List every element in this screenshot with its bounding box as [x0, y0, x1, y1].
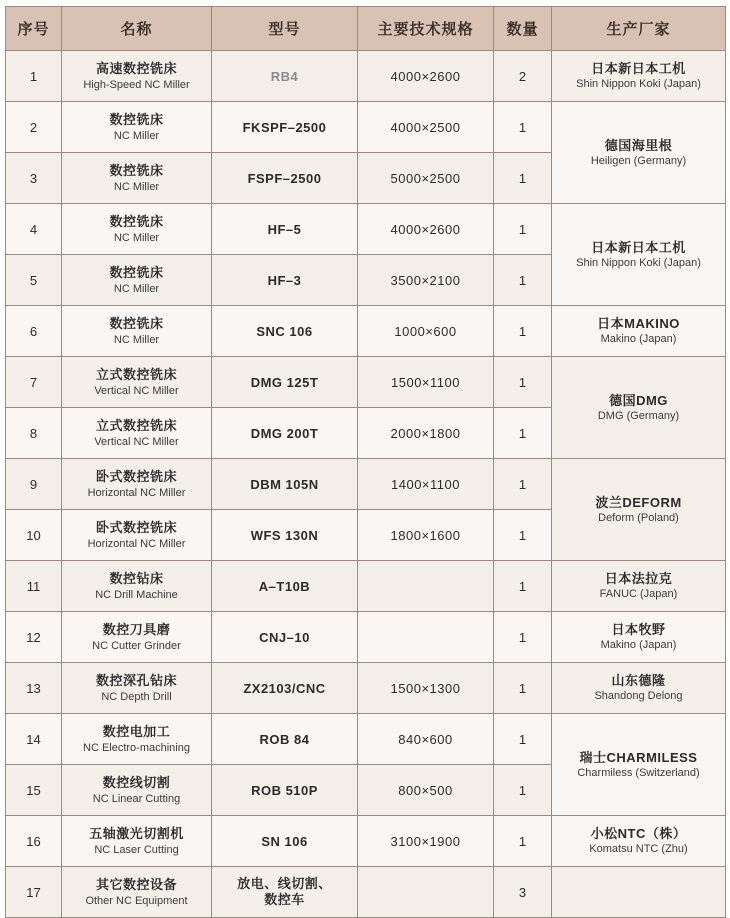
maker-cn: 日本MAKINO — [597, 316, 680, 331]
cell-spec: 1400×1100 — [358, 459, 494, 510]
cell-no: 7 — [6, 357, 62, 408]
name-en: NC Drill Machine — [95, 588, 178, 601]
cell-no: 8 — [6, 408, 62, 459]
name-cn: 卧式数控铣床 — [95, 519, 177, 535]
cell-no: 15 — [6, 765, 62, 816]
table-row — [6, 714, 726, 765]
table-row — [6, 204, 726, 255]
cell-model: ROB 84 — [212, 714, 358, 765]
cell-name — [62, 459, 212, 510]
cell-spec: 1500×1100 — [358, 357, 494, 408]
model-line-2: 数控车 — [264, 892, 305, 907]
name-en: NC Miller — [113, 282, 160, 295]
cell-model: SNC 106 — [212, 306, 358, 357]
cell-name — [62, 612, 212, 663]
name-cn: 数控铣床 — [109, 162, 164, 178]
table-row — [6, 612, 726, 663]
maker-en: Makino (Japan) — [600, 639, 677, 651]
cell-model: ZX2103/CNC — [212, 663, 358, 714]
model-line-1: 放电、线切割、 — [237, 876, 332, 891]
cell-model: FSPF–2500 — [212, 153, 358, 204]
cell-spec — [358, 612, 494, 663]
cell-spec: 1800×1600 — [358, 510, 494, 561]
table-row — [6, 102, 726, 153]
cell-spec — [358, 867, 494, 918]
table-row — [6, 51, 726, 102]
cell-name — [62, 714, 212, 765]
name-en: NC Linear Cutting — [92, 792, 181, 805]
cell-spec: 5000×2500 — [358, 153, 494, 204]
table-body — [6, 51, 726, 918]
cell-name — [62, 255, 212, 306]
cell-maker — [552, 867, 726, 918]
cell-model: WFS 130N — [212, 510, 358, 561]
name-cn: 数控铣床 — [109, 264, 164, 280]
cell-no: 14 — [6, 714, 62, 765]
header-cell-no: 序号 — [6, 7, 62, 51]
cell-maker — [552, 102, 726, 204]
cell-qty: 1 — [494, 255, 552, 306]
cell-no: 2 — [6, 102, 62, 153]
maker-en: Heiligen (Germany) — [590, 154, 687, 167]
name-en: NC Depth Drill — [101, 690, 172, 703]
name-cn: 数控铣床 — [109, 315, 164, 331]
cell-model: ROB 510P — [212, 765, 358, 816]
cell-model — [212, 51, 358, 102]
name-en: NC Electro-machining — [83, 741, 190, 754]
cell-model: FKSPF–2500 — [212, 102, 358, 153]
name-cn: 数控铣床 — [109, 111, 164, 127]
cell-maker — [552, 306, 726, 357]
cell-maker — [552, 51, 726, 102]
cell-no: 4 — [6, 204, 62, 255]
table-row — [6, 357, 726, 408]
header-cell-model: 型号 — [212, 7, 358, 51]
maker-en: Shin Nippon Koki (Japan) — [576, 78, 701, 90]
name-cn: 高速数控铣床 — [95, 60, 177, 76]
name-cn: 数控线切割 — [102, 774, 171, 790]
cell-qty: 1 — [494, 765, 552, 816]
cell-name — [62, 408, 212, 459]
maker-cn: 瑞士CHARMILESS — [579, 749, 698, 765]
name-cn: 数控钻床 — [109, 570, 164, 586]
cell-no: 11 — [6, 561, 62, 612]
name-cn: 立式数控铣床 — [95, 417, 177, 433]
cell-qty: 2 — [494, 51, 552, 102]
name-en: Horizontal NC Miller — [87, 486, 186, 499]
cell-name — [62, 816, 212, 867]
cell-qty: 1 — [494, 102, 552, 153]
name-en: Other NC Equipment — [85, 894, 188, 907]
maker-cn: 日本新日本工机 — [591, 239, 686, 255]
name-en: Vertical NC Miller — [94, 384, 179, 397]
cell-maker — [552, 816, 726, 867]
cell-name — [62, 765, 212, 816]
cell-maker — [552, 612, 726, 663]
cell-model: CNJ–10 — [212, 612, 358, 663]
cell-model: HF–3 — [212, 255, 358, 306]
name-cn: 数控刀具磨 — [102, 621, 171, 637]
name-en: NC Miller — [113, 231, 160, 244]
name-cn: 五轴激光切割机 — [89, 825, 184, 841]
maker-cn: 德国海里根 — [604, 137, 673, 153]
maker-cn: 日本牧野 — [611, 622, 666, 637]
name-en: NC Miller — [113, 180, 160, 193]
cell-no: 16 — [6, 816, 62, 867]
cell-model: DBM 105N — [212, 459, 358, 510]
cell-name — [62, 867, 212, 918]
maker-en: Shin Nippon Koki (Japan) — [576, 256, 701, 269]
cell-maker — [552, 561, 726, 612]
maker-en: Charmiless (Switzerland) — [577, 766, 700, 779]
cell-spec: 2000×1800 — [358, 408, 494, 459]
name-en: High-Speed NC Miller — [83, 78, 190, 91]
cell-qty: 1 — [494, 663, 552, 714]
cell-no: 12 — [6, 612, 62, 663]
maker-cn: 波兰DEFORM — [595, 494, 682, 510]
cell-model: DMG 200T — [212, 408, 358, 459]
maker-en: Deform (Poland) — [598, 511, 679, 524]
cell-spec — [358, 561, 494, 612]
cell-no: 9 — [6, 459, 62, 510]
name-cn: 数控铣床 — [109, 213, 164, 229]
name-cn: 其它数控设备 — [95, 876, 177, 892]
name-cn: 立式数控铣床 — [95, 366, 177, 382]
name-en: NC Miller — [113, 129, 160, 142]
maker-en: Makino (Japan) — [600, 333, 677, 345]
cell-qty: 1 — [494, 408, 552, 459]
cell-spec: 3500×2100 — [358, 255, 494, 306]
cell-maker — [552, 714, 726, 816]
maker-en: FANUC (Japan) — [599, 588, 678, 600]
cell-name — [62, 510, 212, 561]
cell-qty: 1 — [494, 153, 552, 204]
cell-model: DMG 125T — [212, 357, 358, 408]
cell-model — [212, 867, 358, 918]
header-cell-name: 名称 — [62, 7, 212, 51]
maker-en: DMG (Germany) — [597, 409, 680, 422]
cell-qty: 1 — [494, 561, 552, 612]
table-row — [6, 561, 726, 612]
cell-spec: 800×500 — [358, 765, 494, 816]
cell-qty: 1 — [494, 306, 552, 357]
cell-spec: 3100×1900 — [358, 816, 494, 867]
cell-qty: 1 — [494, 816, 552, 867]
maker-cn: 日本新日本工机 — [591, 61, 686, 76]
table-row — [6, 459, 726, 510]
cell-spec: 4000×2600 — [358, 51, 494, 102]
cell-name — [62, 153, 212, 204]
cell-no: 3 — [6, 153, 62, 204]
cell-qty: 3 — [494, 867, 552, 918]
maker-cn: 日本法拉克 — [604, 571, 673, 586]
name-cn: 数控深孔钻床 — [95, 672, 177, 688]
cell-name — [62, 51, 212, 102]
cell-no: 17 — [6, 867, 62, 918]
maker-cn: 小松NTC（株） — [590, 826, 687, 841]
name-en: Horizontal NC Miller — [87, 537, 186, 550]
cell-spec: 4000×2500 — [358, 102, 494, 153]
cell-name — [62, 561, 212, 612]
cell-name — [62, 663, 212, 714]
cell-maker — [552, 459, 726, 561]
cell-spec: 4000×2600 — [358, 204, 494, 255]
name-cn: 卧式数控铣床 — [95, 468, 177, 484]
cell-name — [62, 357, 212, 408]
cell-maker — [552, 204, 726, 306]
cell-spec: 1000×600 — [358, 306, 494, 357]
table-row — [6, 867, 726, 918]
model-text: RB4 — [270, 68, 299, 84]
cell-no: 5 — [6, 255, 62, 306]
table-row — [6, 663, 726, 714]
cell-model: SN 106 — [212, 816, 358, 867]
cell-name — [62, 102, 212, 153]
maker-en: Shandong Delong — [594, 690, 683, 702]
cell-qty: 1 — [494, 510, 552, 561]
cell-qty: 1 — [494, 204, 552, 255]
header-cell-maker: 生产厂家 — [552, 7, 726, 51]
table-row — [6, 816, 726, 867]
cell-maker — [552, 357, 726, 459]
cell-name — [62, 306, 212, 357]
header-cell-qty: 数量 — [494, 7, 552, 51]
cell-name — [62, 204, 212, 255]
maker-cn: 山东德隆 — [611, 673, 666, 688]
cell-qty: 1 — [494, 459, 552, 510]
cell-qty: 1 — [494, 612, 552, 663]
cell-no: 6 — [6, 306, 62, 357]
header-row — [6, 7, 726, 51]
cell-model: A–T10B — [212, 561, 358, 612]
header-cell-spec: 主要技术规格 — [358, 7, 494, 51]
name-en: NC Cutter Grinder — [92, 639, 181, 652]
cell-qty: 1 — [494, 714, 552, 765]
cell-qty: 1 — [494, 357, 552, 408]
name-en: NC Laser Cutting — [94, 843, 179, 856]
nc-equipment-table — [5, 6, 726, 918]
maker-cn: 德国DMG — [609, 392, 668, 408]
cell-spec: 840×600 — [358, 714, 494, 765]
table-row — [6, 306, 726, 357]
cell-no: 13 — [6, 663, 62, 714]
name-en: NC Miller — [113, 333, 160, 346]
cell-maker — [552, 663, 726, 714]
cell-model: HF–5 — [212, 204, 358, 255]
name-en: Vertical NC Miller — [94, 435, 179, 448]
cell-no: 10 — [6, 510, 62, 561]
maker-en: Komatsu NTC (Zhu) — [589, 843, 688, 855]
cell-no: 1 — [6, 51, 62, 102]
table-header — [6, 7, 726, 51]
name-cn: 数控电加工 — [102, 723, 171, 739]
cell-spec: 1500×1300 — [358, 663, 494, 714]
